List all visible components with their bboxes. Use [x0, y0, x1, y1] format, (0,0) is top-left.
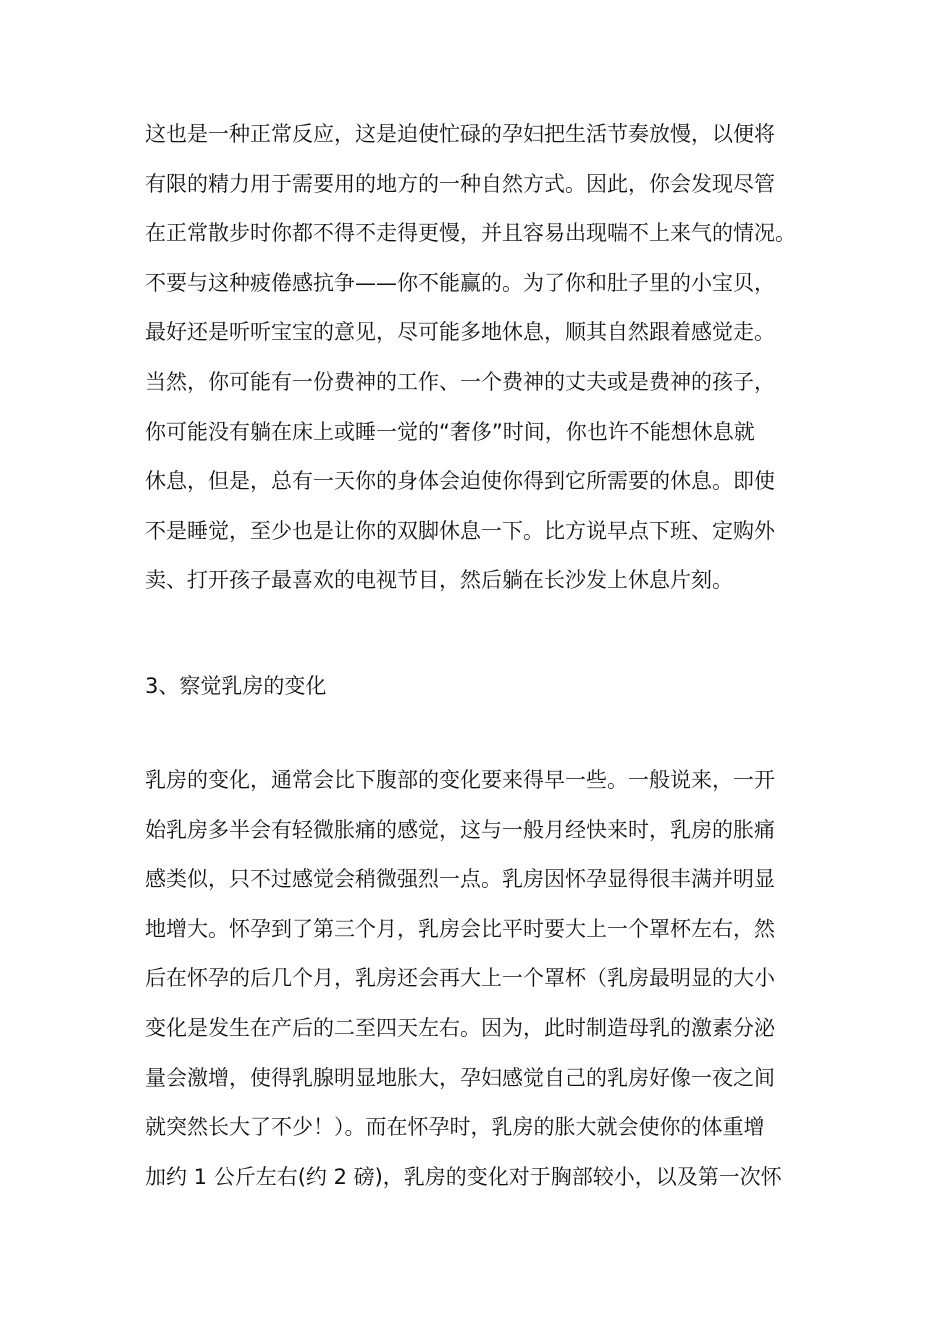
text-line: 感类似，只不过感觉会稍微强烈一点。乳房因怀孕显得很丰满并明显 [145, 867, 775, 892]
text-line: 量会激增，使得乳腺明显地胀大，孕妇感觉自己的乳房好像一夜之间 [145, 1065, 775, 1090]
text-line: 变化是发生在产后的二至四天左右。因为，此时制造母乳的激素分泌 [145, 1015, 775, 1040]
text-line: 乳房的变化，通常会比下腹部的变化要来得早一些。一般说来，一开 [145, 768, 775, 792]
text-line: 地增大。怀孕到了第三个月，乳房会比平时要大上一个罩杯左右，然 [145, 916, 775, 941]
text-line: 就突然长大了不少！）。而在怀孕时，乳房的胀大就会使你的体重增 [145, 1115, 765, 1140]
body-paragraph-2 [145, 756, 825, 1202]
section-heading: 3、察觉乳房的变化 [145, 674, 327, 698]
text-line: 卖、打开孩子最喜欢的电视节目，然后躺在长沙发上休息片刻。 [145, 568, 733, 593]
text-line: 始乳房多半会有轻微胀痛的感觉，这与一般月经快来时，乳房的胀痛 [145, 817, 775, 842]
body-paragraph-1 [145, 110, 825, 606]
text-line: 当然，你可能有一份费神的工作、一个费神的丈夫或是费神的孩子， [145, 369, 775, 394]
text-line: 最好还是听听宝宝的意见，尽可能多地休息，顺其自然跟着感觉走。 [145, 320, 775, 345]
text-line: 这也是一种正常反应，这是迫使忙碌的孕妇把生活节奏放慢，以便将 [145, 122, 775, 146]
text-line: 在正常散步时你都不得不走得更慢，并且容易出现喘不上来气的情况。 [145, 221, 796, 246]
text-line: 你可能没有躺在床上或睡一觉的“奢侈”时间，你也许不能想休息就 [145, 419, 755, 444]
text-line: 加约 1 公斤左右(约 2 磅)，乳房的变化对于胸部较小，以及第一次怀 [145, 1164, 782, 1189]
text-line: 后在怀孕的后几个月，乳房还会再大上一个罩杯（乳房最明显的大小 [145, 966, 775, 991]
text-line: 有限的精力用于需要用的地方的一种自然方式。因此，你会发现尽管 [145, 171, 775, 196]
text-line: 不要与这种疲倦感抗争——你不能赢的。为了你和肚子里的小宝贝， [145, 270, 775, 295]
text-line: 不是睡觉，至少也是让你的双脚休息一下。比方说早点下班、定购外 [145, 518, 775, 543]
text-line: 休息，但是，总有一天你的身体会迫使你得到它所需要的休息。即使 [145, 469, 775, 494]
